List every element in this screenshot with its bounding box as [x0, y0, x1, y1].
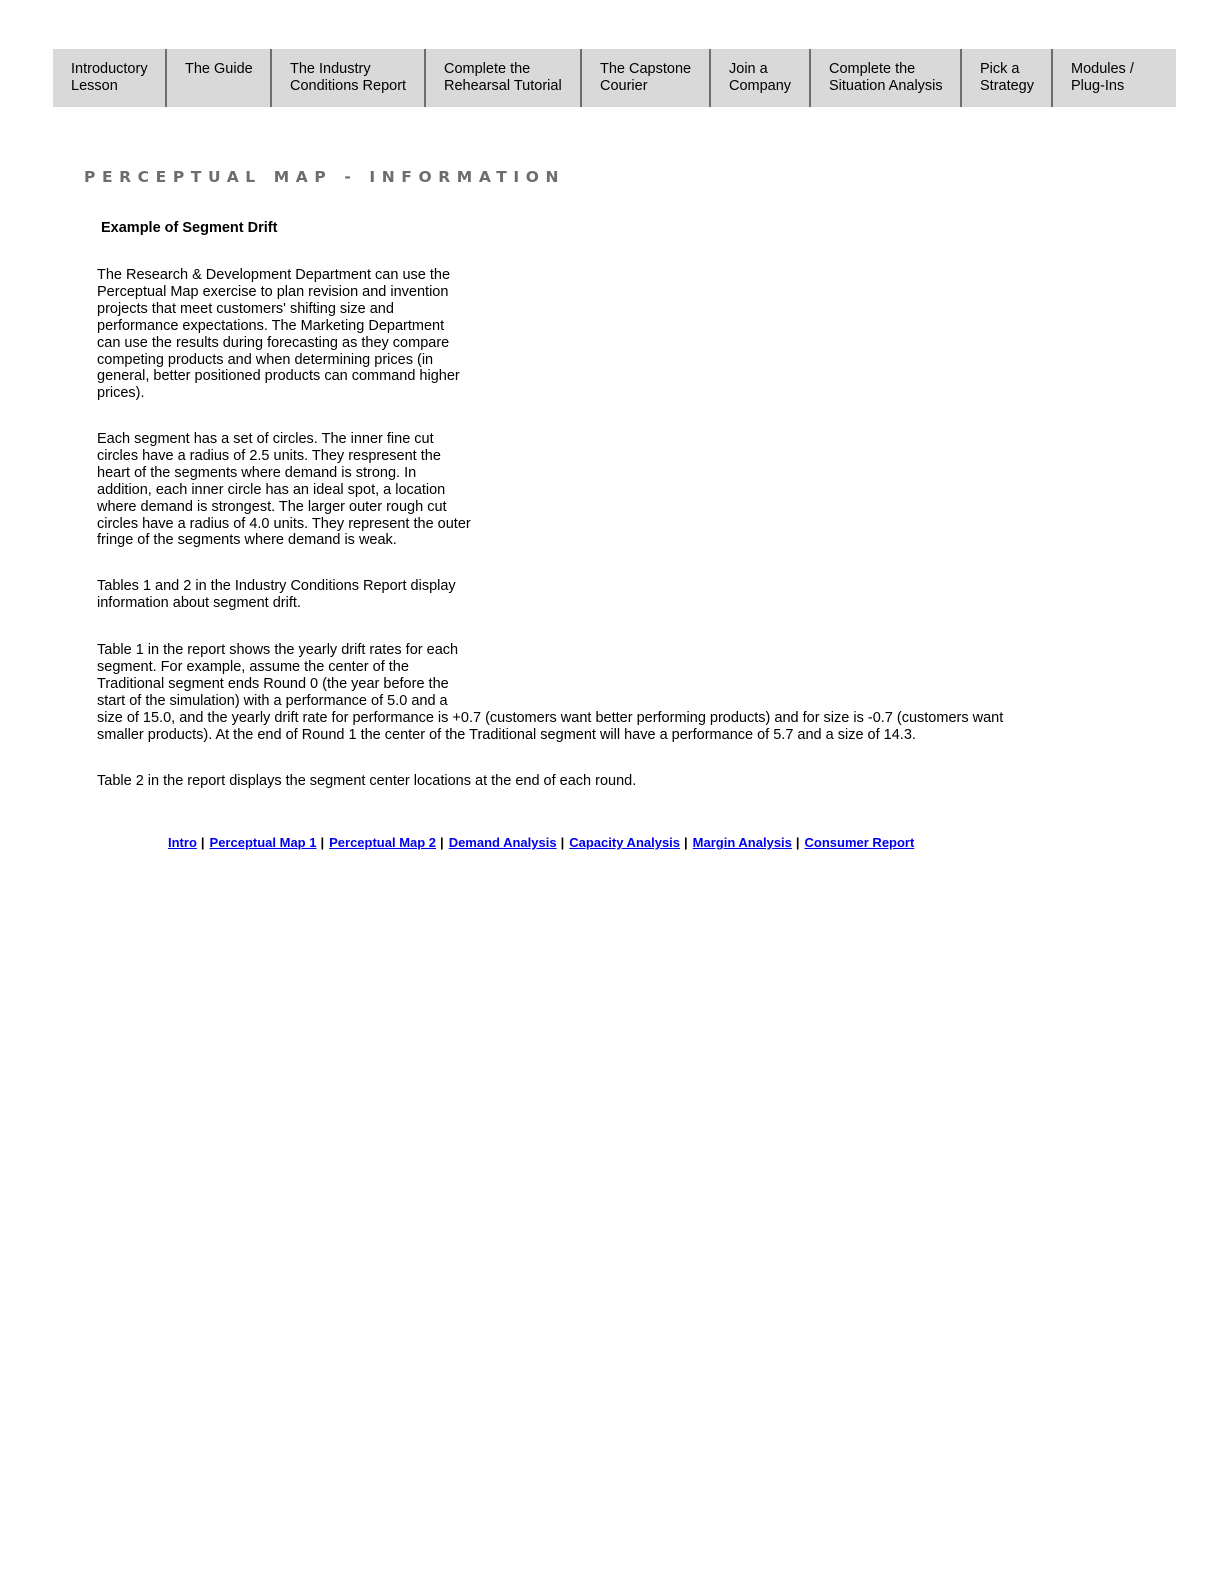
- paragraph-rd-marketing: [97, 267, 460, 402]
- nav-item-label: Conditions Report: [290, 78, 407, 94]
- paragraph-line: The Research & Development Department can use the: [97, 267, 451, 283]
- nav-item-the-guide[interactable]: [167, 49, 272, 107]
- paragraph-line: Each segment has a set of circles. The inner fine cut: [97, 431, 434, 447]
- paragraph-line: circles have a radius of 4.0 units. They represent the outer: [97, 515, 471, 532]
- paragraph-line: Traditional segment ends Round 0 (the year before the: [97, 675, 449, 692]
- paragraph-line: competing products and when determining prices (in: [97, 351, 434, 368]
- nav-item-label: Lesson: [71, 78, 118, 94]
- paragraph-line: addition, each inner circle has an ideal spot, a location: [97, 481, 446, 498]
- footer-nav-links: [168, 835, 914, 850]
- footer-link-demand-analysis[interactable]: Demand Analysis: [448, 835, 557, 850]
- footer-link-consumer-report[interactable]: Consumer Report: [804, 835, 915, 850]
- nav-item-capstone-courier[interactable]: [582, 49, 711, 107]
- paragraph-line: information about segment drift.: [97, 594, 301, 611]
- nav-item-label: The Industry: [290, 61, 371, 77]
- footer-link-margin-analysis[interactable]: Margin Analysis: [692, 835, 792, 850]
- link-separator: |: [560, 835, 565, 850]
- link-separator: |: [320, 835, 325, 850]
- paragraph-line: Tables 1 and 2 in the Industry Conditions Report display: [97, 578, 456, 594]
- nav-item-industry-conditions-report[interactable]: [272, 49, 426, 107]
- footer-link-capacity-analysis[interactable]: Capacity Analysis: [569, 835, 681, 850]
- paragraph-line: prices).: [97, 385, 145, 402]
- paragraph-segment-circles: [97, 431, 471, 549]
- nav-item-introductory-lesson[interactable]: [53, 49, 167, 107]
- nav-item-label: Introductory: [71, 61, 148, 77]
- paragraph-table-1: [97, 642, 1003, 743]
- paragraph-line: projects that meet customers' shifting size and: [97, 300, 394, 317]
- nav-item-modules-plug-ins[interactable]: [1053, 49, 1176, 107]
- link-separator: |: [440, 835, 444, 850]
- nav-item-situation-analysis[interactable]: [811, 49, 962, 107]
- paragraph-line: start of the simulation) with a performance of 5.0 and a: [97, 692, 448, 709]
- nav-item-label: Rehearsal Tutorial: [444, 78, 562, 94]
- section-title: Example of Segment Drift: [101, 220, 278, 236]
- paragraph-line: Perceptual Map exercise to plan revision and invention: [97, 283, 449, 300]
- page-title: PERCEPTUAL MAP - INFORMATION: [84, 168, 566, 186]
- paragraph-line: general, better positioned products can command higher: [97, 368, 460, 385]
- nav-item-label: Courier: [600, 78, 648, 94]
- paragraph-line: segment. For example, assume the center of the: [97, 658, 409, 675]
- paragraph-line: size of 15.0, and the yearly drift rate for performance is +0.7 (customers want better performing products) and for size is -0.7 (customers want: [97, 709, 1004, 726]
- nav-item-join-a-company[interactable]: [711, 49, 811, 107]
- paragraph-line: Table 1 in the report shows the yearly drift rates for each: [97, 642, 459, 658]
- nav-item-label: Modules /: [1071, 61, 1134, 77]
- footer-link-perceptual-map-1[interactable]: Perceptual Map 1: [209, 835, 317, 850]
- nav-item-label: Pick a: [980, 61, 1020, 77]
- nav-item-pick-a-strategy[interactable]: [962, 49, 1053, 107]
- paragraph-line: fringe of the segments where demand is weak.: [97, 532, 397, 549]
- link-separator: |: [684, 835, 688, 850]
- nav-item-label: Complete the: [829, 61, 916, 77]
- footer-link-perceptual-map-2[interactable]: Perceptual Map 2: [329, 835, 437, 850]
- nav-item-label: Complete the: [444, 61, 531, 77]
- paragraph-line: circles have a radius of 2.5 units. They respresent the: [97, 447, 441, 464]
- paragraph-line: where demand is strongest. The larger outer rough cut: [97, 498, 447, 515]
- nav-item-label: Company: [729, 78, 792, 94]
- footer-link-intro[interactable]: Intro: [168, 835, 197, 850]
- paragraph-line: can use the results during forecasting as they compare: [97, 334, 450, 351]
- link-separator: |: [200, 835, 205, 850]
- paragraph-line: heart of the segments where demand is strong. In: [97, 464, 417, 481]
- nav-item-label: Plug-Ins: [1071, 78, 1125, 94]
- paragraph-line: performance expectations. The Marketing Department: [97, 317, 445, 334]
- nav-item-label: The Capstone: [600, 61, 692, 77]
- paragraph-table-2: [97, 773, 636, 790]
- nav-item-label: Situation Analysis: [829, 78, 943, 94]
- paragraph-line: smaller products). At the end of Round 1 the center of the Traditional segment will have a performance of 5.7 and a size of 14.3.: [97, 726, 916, 743]
- nav-item-label: Join a: [729, 61, 768, 77]
- paragraph-tables-info: [97, 578, 456, 612]
- top-nav-bar: [53, 49, 1176, 107]
- nav-item-label: The Guide: [185, 61, 253, 77]
- nav-item-label: Strategy: [980, 78, 1034, 94]
- paragraph-line: Table 2 in the report displays the segment center locations at the end of each round.: [97, 773, 637, 789]
- nav-item-rehearsal-tutorial[interactable]: [426, 49, 582, 107]
- link-separator: |: [795, 835, 800, 850]
